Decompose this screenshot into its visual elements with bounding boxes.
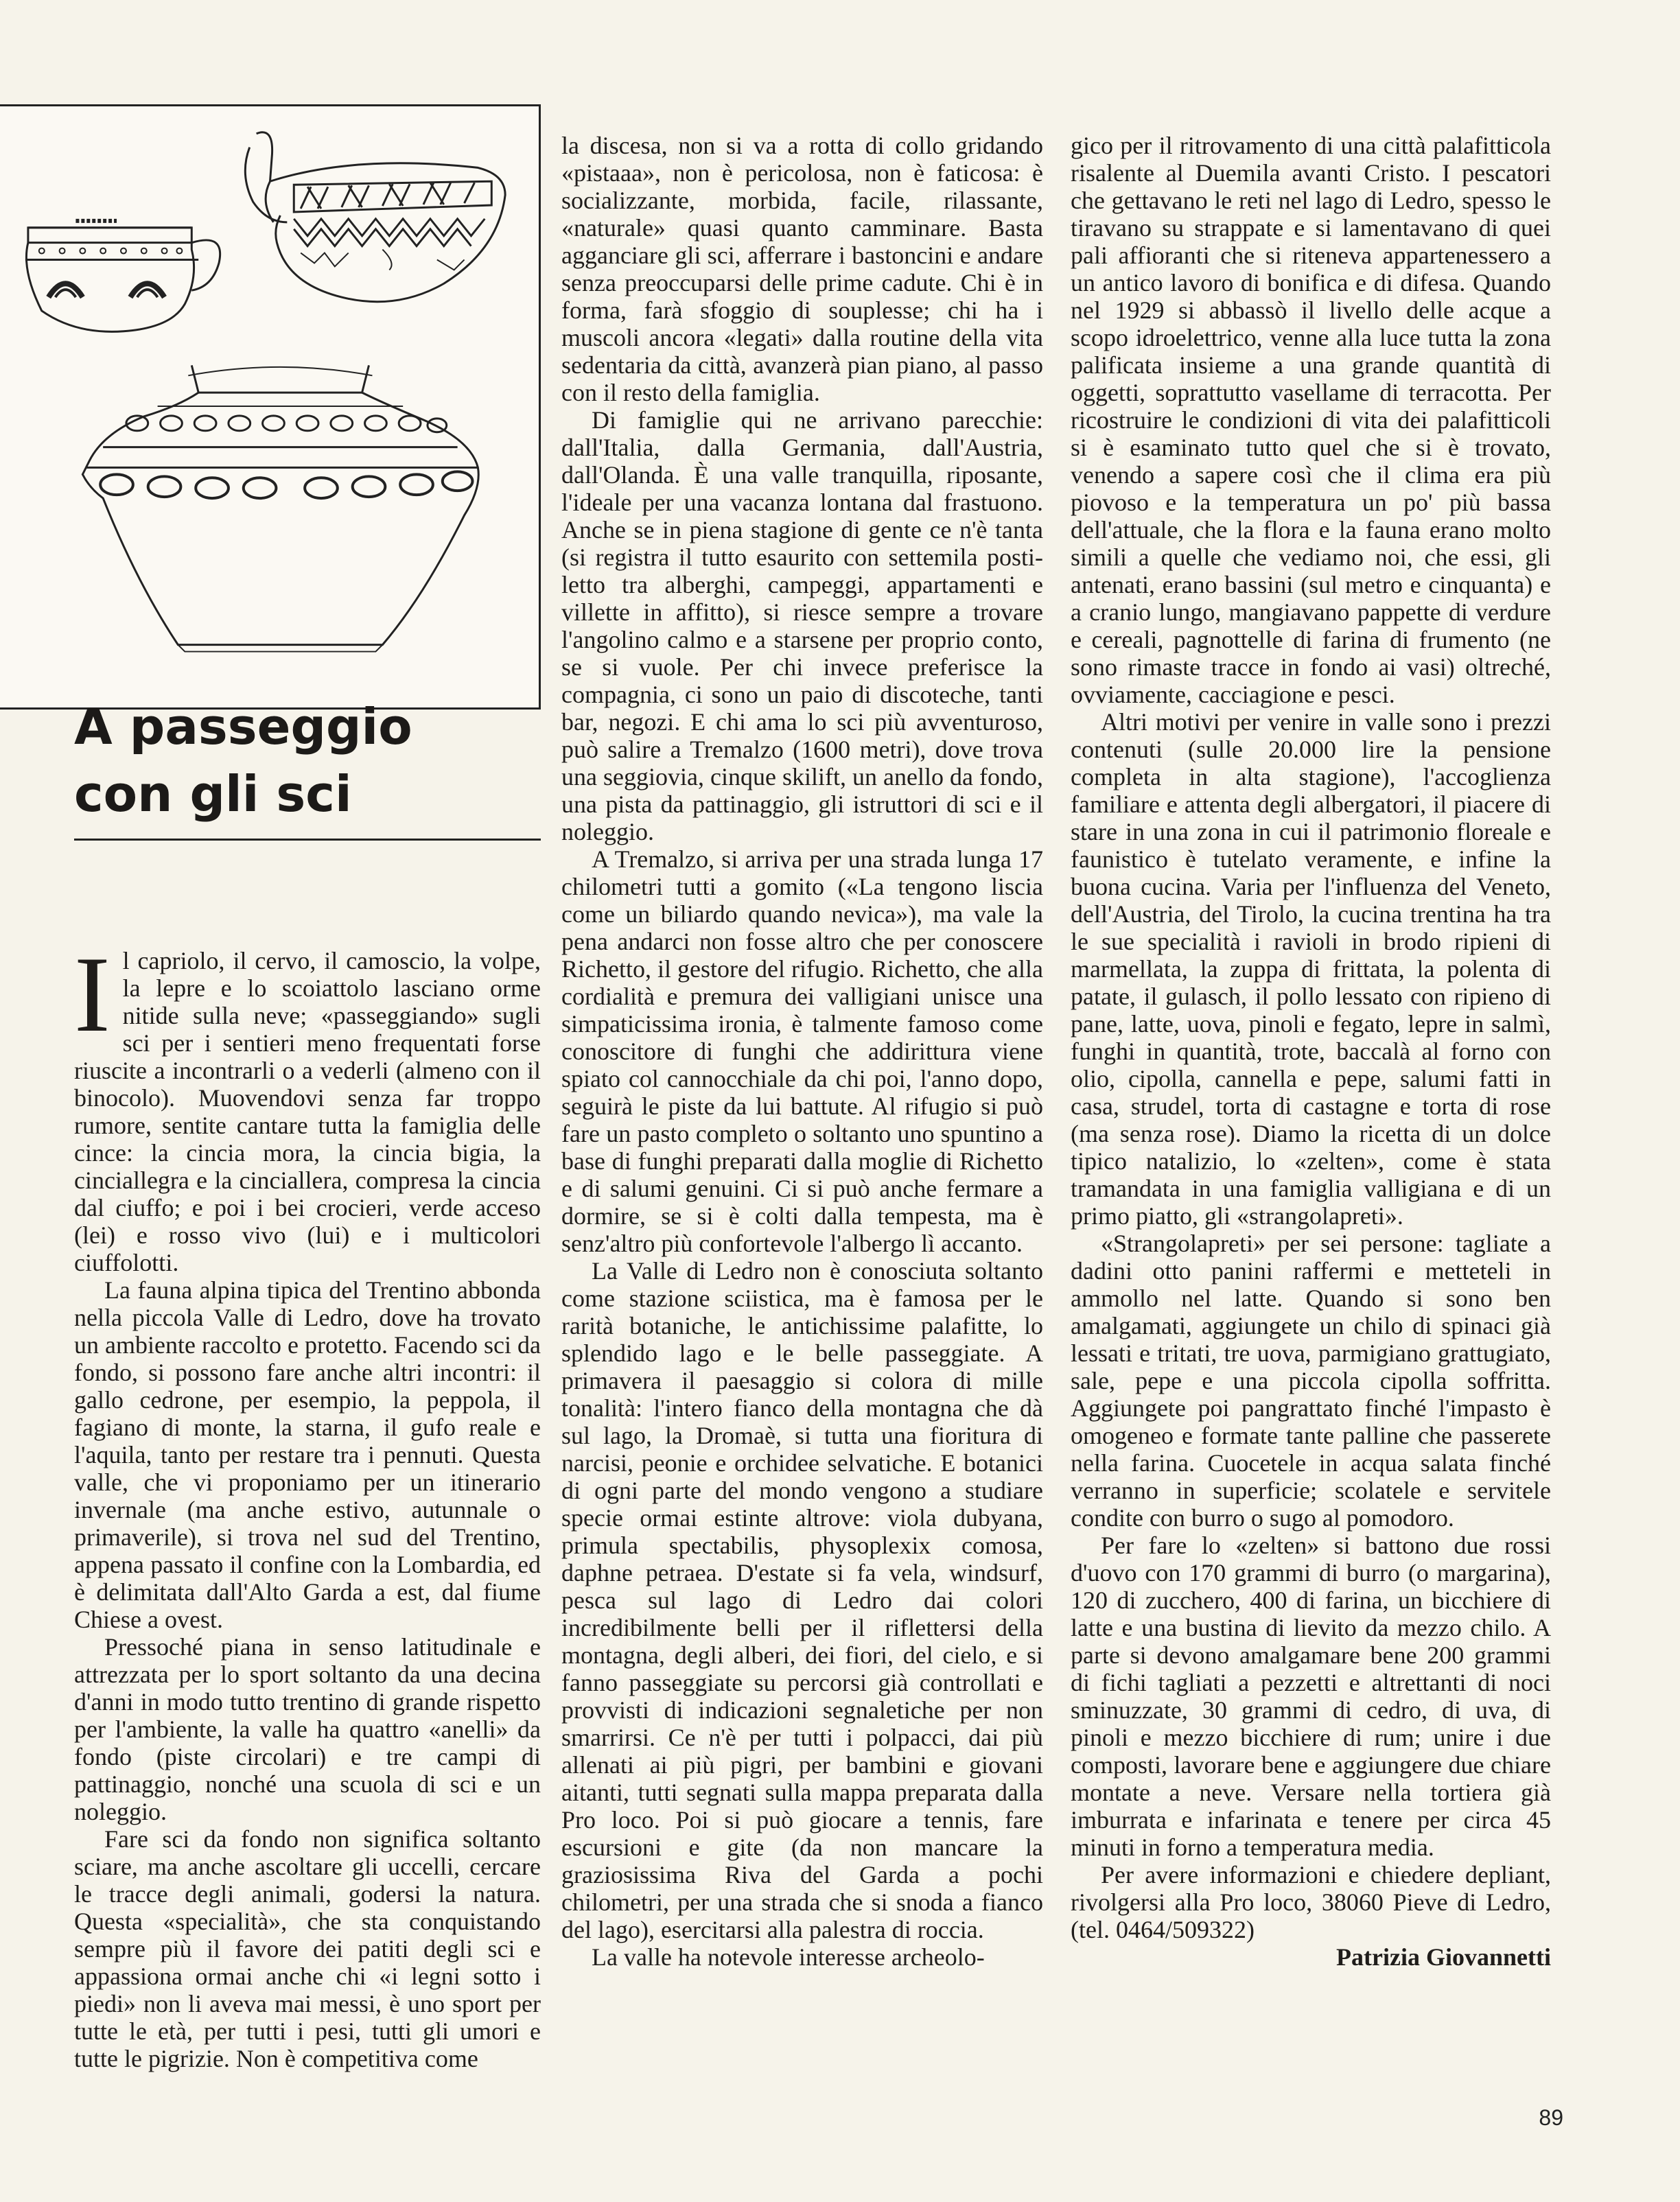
- paragraph: Fare sci da fondo non significa soltanto sciare, ma anche ascoltare gli uccelli, cercare le tracce degli animali, godersi la natura. Questa «specialità», che sta conquistando sempre più il favore dei patiti degli sci e appassiona ormai anche chi «i legni sotto i piedi» non li aveva mai messi, è uno sport per tutte le età, per tutti i pesi, tutti gli umori e tutte le pigrizie. Non è competitiva come: [74, 1825, 541, 2072]
- title-line-1: A passeggio: [74, 698, 412, 756]
- paragraph: [74, 947, 541, 1276]
- paragraph: Altri motivi per venire in valle sono i prezzi contenuti (sulle 20.000 lire la pensione completa in alta stagione), l'accoglienza familiare e attenta degli albergatori, il piacere di stare in una zona in cui il patrimonio floreale e faunistico è tutelato veramente, e infine la buona cucina. Varia per l'influenza del Veneto, dell'Austria, del Tirolo, la cucina trentina ha tra le sue specialità i ravioli in brodo ripieni di marmellata, la zuppa di frittata, la polenta di patate, il gulasch, il pollo lessato con ripieno di pane, latte, uova, pinoli e fegato, lepre in salmì, funghi in quantità, trote, baccalà al forno con olio, cipolla, cannella e pepe, salumi fatti in casa, strudel, torta di castagne e torta di rose (ma senza rose). Diamo la ricetta di un dolce tipico natalizio, lo «zelten», come è stata tramandata in una famiglia valligiana e di un primo piatto, gli «strangolapreti».: [1071, 708, 1551, 1230]
- text-column-2: [561, 132, 1043, 2053]
- paragraph: Pressoché piana in senso latitudinale e attrezzata per lo sport soltanto da una decina d'anni in modo tutto trentino di grande rispetto per l'ambiente, la valle ha quattro «anelli» da fondo (piste circolari) e tre campi di pattinaggio, nonché una scuola di sci e un noleggio.: [74, 1633, 541, 1825]
- paragraph: Di famiglie qui ne arrivano parecchie: dall'Italia, dalla Germania, dall'Austria, dall'Olanda. È una valle tranquilla, riposante, l'ideale per una vacanza lontana dal frastuono. Anche se in piena stagione di gente ce n'è tanta (si registra il tutto esaurito con settemila posti-letto tra alberghi, campeggi, appartamenti e villette in affitto), si riesce sempre a trovare l'angolino calmo e a starsene per proprio conto, se si vuole. Per chi invece preferisce la compagnia, ci sono un paio di discoteche, tanti bar, negozi. E chi ama lo sci più avventuroso, può salire a Tremalzo (1600 metri), dove trova una seggiovia, cinque skilift, un anello da fondo, una pista da pattinaggio, gli istruttori di sci e il noleggio.: [561, 406, 1043, 845]
- pottery-drawing: [0, 106, 539, 707]
- paragraph: Per avere informazioni e chiedere depliant, rivolgersi alla Pro loco, 38060 Pieve di Ledro, (tel. 0464/509322): [1071, 1861, 1551, 1943]
- paragraph: La Valle di Ledro non è conosciuta soltanto come stazione sciistica, ma è famosa per le rarità botaniche, le antichissime palafitte, lo splendido lago e le belle passeggiate. A primavera il paesaggio si colora di mille tonalità: l'intero fianco della montagna che dà sul lago, la Dromaè, si tutta una fioritura di narcisi, peonie e orchidee selvatiche. E botanici di ogni parte del mondo vengono a studiare specie ormai estinte altrove: viola dubyana, primula spectabilis, physoplexix comosa, daphne petraea. D'estate si fa vela, windsurf, pesca sul lago di Ledro dai colori incredibilmente belli per il riflettersi della montagna, degli alberi, dei fiori, del cielo, e si fanno passeggiate su percorsi già controllati e provvisti di indicazioni segnaletiche per non smarrirsi. Ce n'è per tutti i polpacci, dai più allenati ai più pigri, per bambini e giovani aitanti, tutti segnati sulla mappa preparata dalla Pro loco. Poi si può giocare a tennis, fare escursioni e gite (da non mancare la graziosissima Riva del Garda a pochi chilometri, per una strada che si snoda a fianco del lago), esercitarsi alla palestra di roccia.: [561, 1257, 1043, 1943]
- text-column-3: [1071, 132, 1551, 2053]
- paragraph: gico per il ritrovamento di una città palafitticola risalente al Duemila avanti Cristo. I pescatori che gettavano le reti nel lago di Ledro, spesso le tiravano su strappate e si lamentavano di quei pali affioranti che si riteneva appartenessero a un antico lavoro di bonifica e di difesa. Quando nel 1929 si abbassò il livello delle acque a scopo idroelettrico, venne alla luce tutta la zona palificata insieme a una grande quantità di oggetti, soprattutto vasellame di terracotta. Per ricostruire le condizioni di vita dei palafitticoli si è esaminato tutto quel che si è trovato, venendo a sapere così che il clima era più piovoso e la temperatura un po' più bassa dell'attuale, che la flora e la fauna erano molto simili a quelle che vediamo noi, che essi, gli antenati, erano bassini (sul metro e cinquanta) e a cranio lungo, mangiavano pappette di verdure e cereali, pagnottelle di farina di frumento (ne sono rimaste tracce in fondo ai vasi) oltreché, ovviamente, cacciagione e pesci.: [1071, 132, 1551, 708]
- title-line-2: con gli sci: [74, 765, 352, 823]
- article-title: [74, 693, 541, 828]
- small-jug-drawing: [25, 221, 220, 332]
- paragraph: La fauna alpina tipica del Trentino abbonda nella piccola Valle di Ledro, dove ha trovato un ambiente raccolto e protetto. Facendo sci da fondo, si possono fare anche altri incontri: il gallo cedrone, per esempio, la peppola, il fagiano di monte, la starna, il gufo reale e l'aquila, tanto per restare tra i pennuti. Questa valle, che vi proponiamo per un itinerario invernale (ma anche estivo, autunnale o primaverile), si trova nel sud del Trentino, appena passato il confine con la Lombardia, ed è delimitata dall'Alto Garda a est, dal fiume Chiese a ovest.: [74, 1276, 541, 1633]
- handled-bowl-drawing: [245, 132, 505, 302]
- drop-cap: I: [74, 947, 110, 1055]
- pottery-illustration: [0, 104, 541, 710]
- large-vessel-drawing: [82, 365, 478, 651]
- paragraph: la discesa, non si va a rotta di collo gridando «pistaaa», non è pericolosa, non è faticosa: è socializzante, morbida, facile, rilassante, «naturale» quasi quanto camminare. Basta agganciare gli sci, afferrare i bastoncini e andare senza preoccuparsi delle prime cadute. Chi è in forma, farà sfoggio di souplesse; chi ha i muscoli ancora «legati» dalla routine della vita sedentaria da città, avanzerà pian piano, al passo con il resto della famiglia.: [561, 132, 1043, 406]
- paragraph: Per fare lo «zelten» si battono due rossi d'uovo con 170 grammi di burro (o margarina), 120 di zucchero, 400 di farina, un bicchiere di latte e una bustina di lievito da mezzo chilo. A parte si devono amalgamare bene 200 grammi di fichi tagliati a pezzetti e altrettanti di noci sminuzzate, 30 grammi di cedro, di uva, di pinoli e mezzo bicchiere di rum; unire i due composti, lavorare bene e aggiungere due chiare montate a neve. Versare nella tortiera già imburrata e infarinata e tenere per circa 45 minuti in forno a temperatura media.: [1071, 1532, 1551, 1861]
- page-number: 89: [1539, 2105, 1563, 2130]
- text-column-1: [74, 947, 541, 2072]
- paragraph: «Strangolapreti» per sei persone: tagliate a dadini otto panini raffermi e metteteli in ammollo nel latte. Quando si sono ben amalgamati, aggiungete un chilo di spinaci già lessati e tritati, tre uova, parmigiano grattugiato, sale, pepe e una piccola cipolla soffritta. Aggiungete poi pangrattato finché l'impasto è omogeneo e formate tante palline che passerete nella farina. Cuocetele in acqua salata finché verranno in superficie; scolatele e servitele condite con burro o sugo al pomodoro.: [1071, 1230, 1551, 1532]
- paragraph: A Tremalzo, si arriva per una strada lunga 17 chilometri tutti a gomito («La tengono liscia come un biliardo quando nevica»), ma vale la pena andarci non fosse altro che per conoscere Richetto, il gestore del rifugio. Richetto, che alla cordialità e premura dei valligiani unisce una simpaticissima ironia, è talmente famoso come conoscitore di funghi che addirittura viene spiato col cannocchiale da chi poi, l'anno dopo, seguirà le piste da lui battute. Al rifugio si può fare un pasto completo o soltanto uno spuntino a base di funghi preparati dalla moglie di Richetto e di salumi genuini. Ci si può anche fermare a dormire, se si è colti dalla tempesta, ma è senz'altro più confortevole l'albergo lì accanto.: [561, 845, 1043, 1257]
- paragraph-text: l capriolo, il cervo, il camoscio, la volpe, la lepre e lo scoiattolo lasciano orme nitide sulla neve; «passeggiando» sugli sci per i sentieri meno frequentati forse riuscite a incontrarli o a vederli (almeno con il binocolo). Muovendovi senza far troppo rumore, sentite cantare tutta la famiglia delle cince: la cincia mora, la cincia bigia, la cinciallegra e la cinciallera, compresa la cincia dal ciuffo; e poi i bei crocieri, verde acceso (lei) e rosso vivo (lui) e i multicolori ciuffolotti.: [74, 947, 541, 1276]
- title-divider: [74, 839, 541, 841]
- paragraph: La valle ha notevole interesse archeolo-: [592, 1943, 985, 1971]
- author-byline: Patrizia Giovannetti: [1336, 1943, 1551, 1971]
